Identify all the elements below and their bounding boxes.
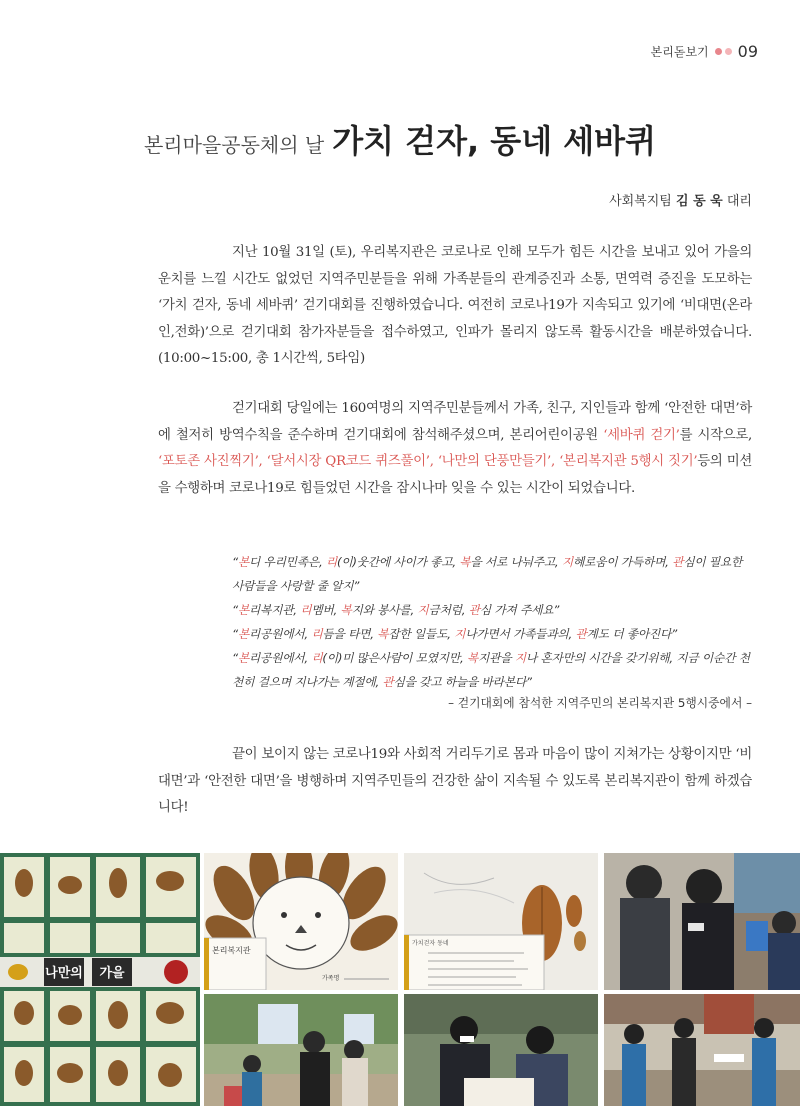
leaf-sign-word-2: 가을 <box>99 966 125 981</box>
paragraph-3 <box>158 742 752 822</box>
article-title <box>0 116 800 162</box>
acrostic-letter: 본 <box>237 627 249 641</box>
photo-writing <box>404 994 598 1106</box>
quote-text: 금처럼, <box>428 603 469 617</box>
quote-text: “ <box>232 603 238 617</box>
paragraph-3-text: 끝이 보이지 않는 코로나19와 사회적 거리두기로 몸과 마음이 많이 지쳐가는 상황이지만 ‘비대면’과 ‘안전한 대면’을 병행하며 지역주민들의 건강한 삶이 지속될 수 있도록 본리복지관이 함께 하겠습니다! <box>158 747 752 815</box>
author-role: 대리 <box>726 194 752 209</box>
paragraph-2 <box>158 396 752 502</box>
poem-card-label: 본리복지관 <box>212 946 251 955</box>
photo-leaf-card <box>404 853 598 990</box>
acrostic-letter: 관 <box>468 603 480 617</box>
acrostic-letter: 관 <box>382 675 394 689</box>
quote-text: 심을 갖고 하늘을 바라본다” <box>393 675 532 689</box>
poem-quotes <box>232 550 754 694</box>
acrostic-letter: 관 <box>672 555 684 569</box>
poem-quote <box>232 646 754 694</box>
photo-walking <box>204 994 398 1106</box>
highlight-walk: ‘세바퀴 걷기’ <box>603 427 680 443</box>
title-main: 가치 걷자, 동네 세바퀴 <box>332 122 657 160</box>
acrostic-letter: 지 <box>514 651 526 665</box>
acrostic-letter: 본 <box>237 651 249 665</box>
acrostic-letter: 복 <box>466 651 478 665</box>
photo-leaf-board <box>0 853 200 1106</box>
acrostic-letter: 관 <box>575 627 587 641</box>
acrostic-letter: 본 <box>237 555 249 569</box>
paragraph-1-text: 지난 10월 31일 (토), 우리복지관은 코로나로 인해 모두가 힘든 시간을 보내고 있어 가을의 운치를 느낄 시간도 없었던 지역주민분들을 위해 가족분들의 관계증진과 소통, 면역력 증진을 도모하는 ‘가치 걷자, 동네 세바퀴’ 걷기대회를 진행하였습니다. 여전히 코로나19가 지속되고 있기에 ‘비대면(온라인,전화)’으로 걷기대회 참가자분들을 접수하였고, 인파가 몰리지 않도록 활동시간을 배분하였습니다.(10:00~15:00, 총 1시간씩, 5타임) <box>158 245 752 366</box>
quote-text: “ <box>232 555 238 569</box>
quote-text: 심 가져 주세요” <box>479 603 560 617</box>
quote-text: 리복지관, <box>248 603 301 617</box>
leaf-sign-word-1: 나만의 <box>45 966 83 981</box>
quote-text: (이)미 많은사람이 모였지만, <box>322 651 467 665</box>
acrostic-letter: 본 <box>237 603 249 617</box>
author-line <box>609 190 752 209</box>
quote-text: 나가면서 가족들과의, <box>465 627 576 641</box>
quote-text: “ <box>232 627 238 641</box>
acrostic-letter: 지 <box>561 555 573 569</box>
acrostic-letter: 지 <box>454 627 466 641</box>
photo-booth <box>604 994 800 1106</box>
page-header <box>651 42 758 61</box>
author-name: 김 동 욱 <box>676 194 723 209</box>
paragraph-2-text-c: 등의 미션을 수행하며 코로나19로 힘들었던 시간을 잠시나마 잊을 수 있는 시간이 되었습니다. <box>158 454 752 496</box>
acrostic-letter: 지 <box>417 603 429 617</box>
poem-card-family-label: 가족명 <box>322 975 340 982</box>
poem-quote <box>232 598 754 622</box>
paragraph-2-text-a: 걷기대회 당일에는 160여명의 지역주민분들께서 가족, 친구, 지인들과 함께 ‘안전한 대면’하에 철저히 방역수칙을 준수하며 걷기대회에 참석해주셨으며, 본리어린이공원 <box>158 401 752 443</box>
highlight-missions: ‘포토존 사진찍기’, ‘달서시장 QR코드 퀴즈풀이’, ‘나만의 단풍만들기’, ‘본리복지관 5행시 짓기’ <box>158 454 698 469</box>
paragraph-1 <box>158 240 752 373</box>
quote-text: “ <box>232 651 238 665</box>
section-name: 본리돋보기 <box>650 45 709 59</box>
acrostic-letter: 복 <box>459 555 471 569</box>
quote-text: 지와 봉사를, <box>351 603 418 617</box>
quote-text: 듬을 타면, <box>322 627 378 641</box>
photo-qr-quiz <box>604 853 800 990</box>
acrostic-letter: 복 <box>340 603 352 617</box>
quote-text: (이)웃간에 사이가 좋고, <box>336 555 460 569</box>
quote-text: 멤버, <box>311 603 341 617</box>
acrostic-letter: 리 <box>325 555 337 569</box>
title-prefix: 본리마을공동체의 날 <box>143 133 325 157</box>
author-dept: 사회복지팀 <box>609 194 672 209</box>
quote-text: 리공원에서, <box>248 627 312 641</box>
poem-card2-title: 가치걷자 동네 <box>412 940 449 947</box>
acrostic-letter: 복 <box>377 627 389 641</box>
paragraph-2-text-b: 를 시작으로, <box>679 427 753 443</box>
quote-text: 잡한 일들도, <box>388 627 455 641</box>
quote-text: 디 우리민족은, <box>248 555 326 569</box>
quote-text: 리공원에서, <box>248 651 312 665</box>
acrostic-letter: 리 <box>311 627 323 641</box>
page-number: 09 <box>737 42 758 61</box>
poem-quote <box>232 622 754 646</box>
quote-source: – 걷기대회에 참석한 지역주민의 본리복지관 5행시중에서 – <box>448 696 752 710</box>
quote-text: 지관을 <box>478 651 515 665</box>
photo-lion-card <box>204 853 398 990</box>
acrostic-letter: 리 <box>311 651 323 665</box>
acrostic-letter: 리 <box>300 603 312 617</box>
poem-quote <box>232 550 754 598</box>
photo-strip <box>0 853 800 1106</box>
quote-text: 심이 필요한 사람들을 사랑할 줄 알지” <box>232 555 743 593</box>
quote-text: 을 서로 나눠주고, <box>470 555 562 569</box>
quote-text: 계도 더 좋아진다” <box>586 627 677 641</box>
header-dots <box>715 48 732 55</box>
quote-text: 나 혼자만의 시간을 갖기위해, 지금 이순간 천천히 걸으며 지나가는 계절에, <box>232 651 750 689</box>
quote-text: 혜로움이 가득하며, <box>572 555 673 569</box>
